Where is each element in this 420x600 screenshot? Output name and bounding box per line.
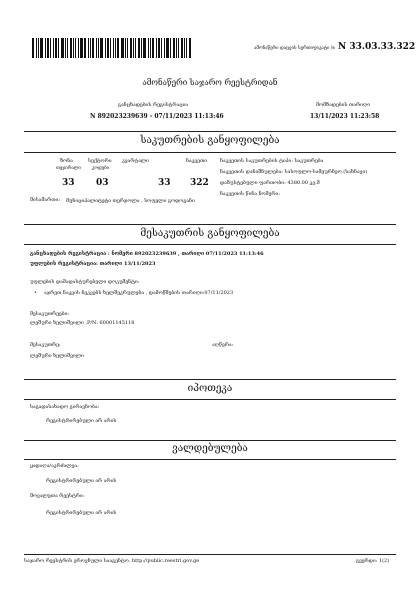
barcode-bar — [166, 38, 169, 58]
barcode-bar — [152, 38, 154, 58]
barcode-bar — [100, 38, 103, 58]
divider — [24, 459, 396, 460]
barcode-bar — [115, 38, 116, 58]
zone-value: 33 — [62, 178, 75, 188]
divider — [24, 131, 396, 132]
seizure-value: რეგისტრირებული არ არის — [46, 478, 117, 484]
barcode-bar — [40, 38, 43, 58]
barcode-bar — [178, 38, 179, 58]
barcode-bar — [158, 38, 160, 58]
property-section-title: საკუთრების განყოფილება — [140, 135, 280, 146]
barcode-bar — [170, 38, 171, 58]
ownership-documents-label: უფლების დამადასტურებელი დოკუმენტი: — [30, 279, 140, 285]
mortgage-section-title: იპოთეკა — [187, 383, 233, 394]
ownership-auth-line: უფლების რეგისტრაცია: თარიღი 13/11/2023 — [30, 261, 156, 267]
barcode-bar — [70, 38, 72, 58]
barcode-bar — [173, 38, 175, 58]
document-number: N 33.03.33.322 — [338, 42, 416, 52]
barcode-bar — [80, 38, 83, 58]
barcode-bar — [96, 38, 97, 58]
barcode-bar — [73, 38, 74, 58]
barcode-bar — [125, 38, 126, 58]
certificate-note: ამონაწერი დაცვის სერთიფიკატი № — [254, 46, 336, 51]
ownership-document-item: აჯრეთ ნაკვის ნეკვებს ხელშეკრულება , დამოწმების თარიღი:07/11/2023 — [44, 290, 234, 296]
ownership-type — [220, 158, 323, 164]
barcode-bar — [105, 38, 106, 58]
parcel-area-value: 4380.00 კვ.მ — [287, 180, 320, 186]
sector-sublabel: კოდები — [92, 166, 110, 171]
owner2-label: მესაკუთრე: — [30, 342, 61, 348]
application-registration-value: N 892023239639 - 07/11/2023 11:13:46 — [90, 113, 224, 120]
barcode-bar — [36, 38, 37, 58]
description-label: აღწერა: — [212, 342, 234, 348]
page-title: ამონაწერი საჯარო რეესტრიდან — [142, 78, 278, 87]
barcode-bar — [67, 38, 68, 58]
ownership-section-title: მესაკუთრის განყოფილება — [140, 228, 280, 239]
barcode-bar — [75, 38, 76, 58]
debtors-registry-value: რეგისტრირებული არ არის — [46, 510, 117, 516]
prepared-date-value: 13/11/2023 11:23:58 — [310, 113, 380, 120]
parcel-label: ნაკვეთი — [186, 158, 208, 164]
ownership-registration-line: განცხადების რეგისტრაცია : ნომერი 892023239639 , თარიღი 07/11/2023 11:13:46 — [30, 251, 264, 257]
prepared-date-label: მომზადების თარიღი — [316, 102, 371, 108]
address-label: მისამართი: — [30, 197, 61, 203]
barcode-bar — [98, 38, 99, 58]
barcode-bar — [78, 38, 79, 58]
barcode-bar — [90, 38, 91, 58]
barcode-bar — [143, 38, 146, 58]
barcode-bar — [156, 38, 157, 58]
barcode-bar — [107, 38, 109, 58]
barcode — [32, 38, 194, 58]
barcode-bar — [148, 38, 149, 58]
barcode-bar — [141, 38, 142, 58]
ownership-type-value: საკუთრება — [294, 158, 324, 164]
quarter-value: 33 — [158, 178, 171, 188]
divider — [24, 379, 396, 380]
barcode-bar — [47, 38, 49, 58]
sector-label: სექტორი — [88, 158, 112, 164]
owner-value: ლეშური ხელიშვილი ,P/N: 60001145118 — [30, 320, 135, 326]
barcode-bar — [53, 38, 54, 58]
parcel-area-label: დაზუსტებული ფართობი: — [220, 180, 286, 186]
barcode-bar — [176, 38, 177, 58]
parcel-area — [220, 180, 320, 186]
divider — [24, 399, 396, 400]
debts-section-title: ვალდებულება — [172, 443, 248, 454]
barcode-bar — [61, 38, 64, 58]
barcode-bar — [113, 38, 114, 58]
barcode-bar — [45, 38, 46, 58]
owner2-value: ლეშური ხელიშვილი — [30, 353, 84, 359]
barcode-bar — [32, 38, 34, 58]
zone-sublabel: თეჯირალი — [56, 166, 81, 171]
parcel-value: 322 — [190, 178, 209, 188]
barcode-bar — [135, 38, 136, 58]
barcode-bar — [121, 38, 124, 58]
owners-label: მესაკუთრეები: — [30, 311, 70, 317]
bullet-icon: • — [34, 290, 37, 296]
application-registration-label: განცხადების რეგისტრაცია — [118, 102, 189, 108]
barcode-bar — [58, 38, 59, 58]
tax-lien-value: რეგისტრირებული არ არის — [46, 418, 117, 424]
barcode-bar — [150, 38, 151, 58]
barcode-bar — [181, 38, 183, 58]
parcel-purpose — [220, 169, 367, 175]
barcode-bar — [38, 38, 39, 58]
barcode-bar — [186, 38, 187, 58]
barcode-bar — [184, 38, 185, 58]
barcode-bar — [92, 38, 94, 58]
sector-value: 03 — [96, 178, 109, 188]
barcode-bar — [164, 38, 165, 58]
divider — [24, 440, 396, 441]
footer-text: საჯარო რეესტრის ეროვნული სააგენტო. http://public.reestri.gov.ge — [24, 558, 200, 564]
ownership-type-label: ნაკვეთის საკუთრების ტიპი: — [220, 158, 294, 164]
divider — [24, 244, 396, 245]
page-number: გვერდი: 1(2) — [356, 558, 390, 564]
barcode-bar — [161, 38, 162, 58]
previous-number-label: ნაკვეთის წინა ნომერი: — [220, 191, 280, 197]
barcode-bar — [189, 38, 191, 58]
barcode-bar — [88, 38, 89, 58]
barcode-bar — [130, 38, 132, 58]
tax-lien-label: საგადასახადო გირავნობა: — [30, 404, 100, 410]
divider — [24, 152, 396, 153]
seizure-label: ყადაღა/აკრძალვა: — [30, 463, 79, 469]
divider — [24, 224, 396, 225]
barcode-bar — [127, 38, 128, 58]
quarter-label: კვარტალი — [122, 158, 149, 164]
zone-label: ზონა — [60, 158, 73, 164]
barcode-bar — [55, 38, 57, 58]
barcode-bar — [117, 38, 119, 58]
footer-divider — [24, 554, 396, 555]
barcode-bar — [84, 38, 86, 58]
barcode-bar — [50, 38, 51, 58]
debtors-registry-label: მოვალეთა რეესტრი: — [30, 493, 85, 499]
barcode-bar — [138, 38, 140, 58]
barcode-bar — [110, 38, 111, 58]
parcel-purpose-value: სასოფლო-სამეურნეო (სახნავი) — [284, 169, 368, 175]
parcel-purpose-label: ნაკვეთის დანიშნულება: — [220, 169, 284, 175]
barcode-bar — [65, 38, 66, 58]
address-value: მუნიციპალიტეტი თერჯოლა , სოფელი გოდოგანი — [66, 198, 195, 204]
barcode-bar — [133, 38, 134, 58]
